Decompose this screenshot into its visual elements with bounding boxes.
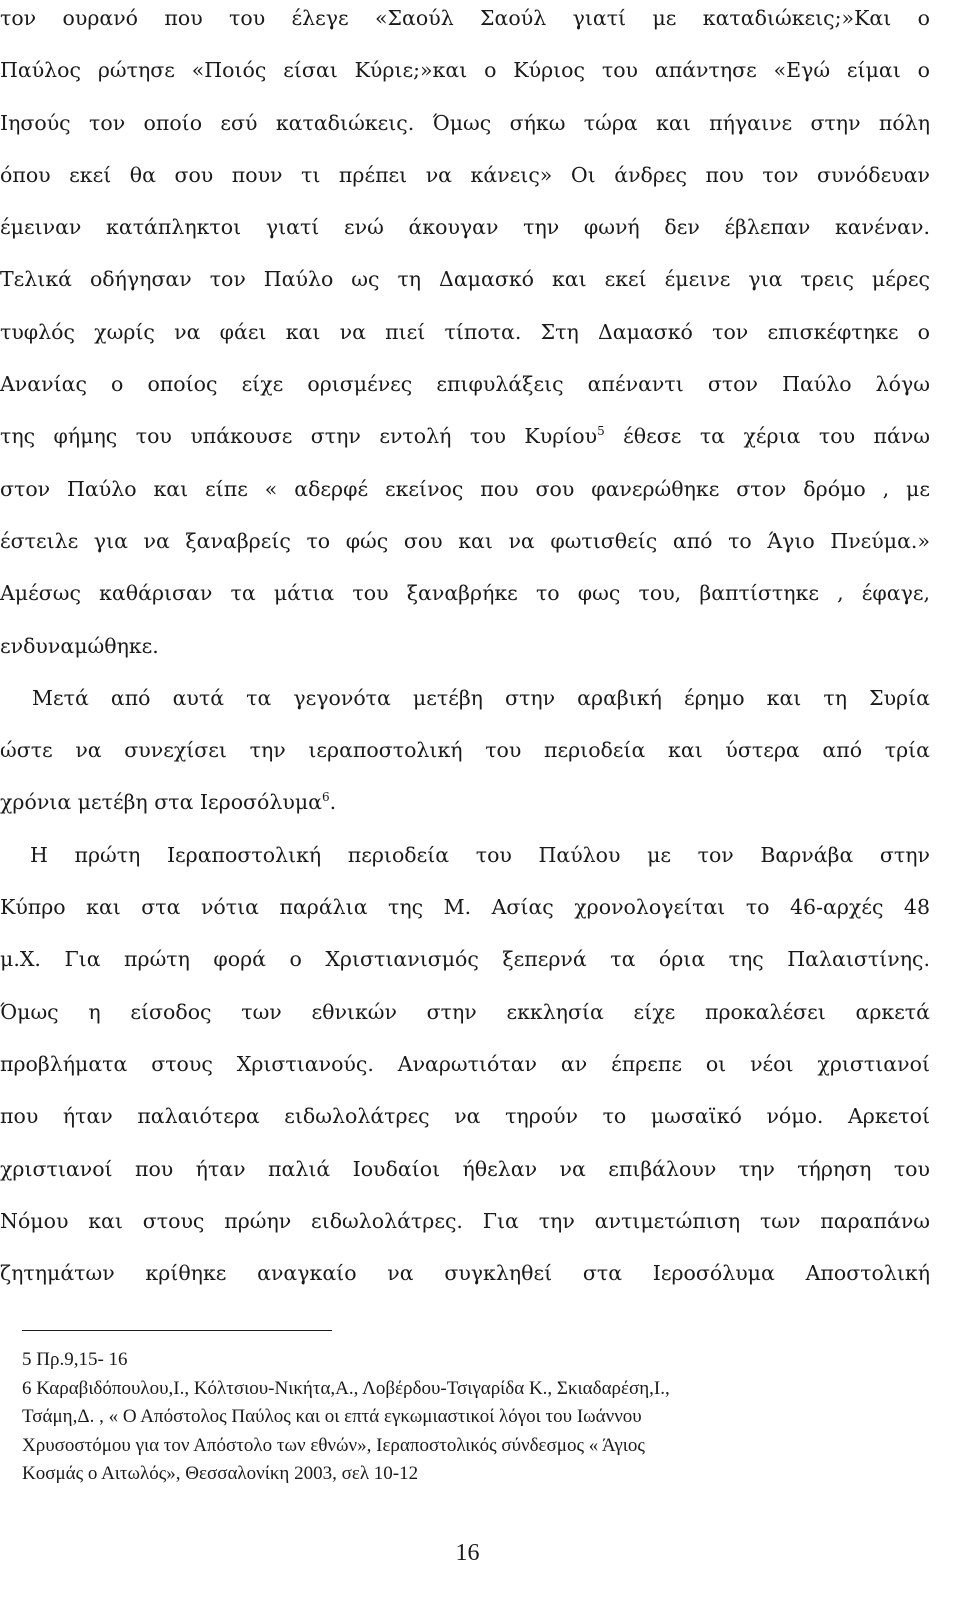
text-line: έμειναν κατάπληκτοι γιατί ενώ άκουγαν την φωνή δεν έβλεπαν κανέναν. — [0, 215, 930, 240]
text-line: Μετά από αυτά τα γεγονότα μετέβη στην αραβική έρημο και τη Συρία — [32, 685, 930, 710]
text-line: τυφλός χωρίς να φάει και να πιεί τίποτα. Στη Δαμασκό τον επισκέφτηκε ο — [0, 319, 930, 344]
text-line: Αμέσως καθάρισαν τα μάτια του ξαναβρήκε το φως του, βαπτίστηκε , έφαγε, — [0, 581, 930, 606]
footnote-ref-5: 5 — [597, 424, 605, 439]
footnotes — [22, 1346, 912, 1489]
text-line: όπου εκεί θα σου πουν τι πρέπει να κάνεις» Οι άνδρες που τον συνόδευαν — [0, 162, 930, 187]
text-line — [0, 410, 930, 462]
text-line: προβλήματα στους Χριστιανούς. Αναρωτιόταν αν έπρεπε οι νέοι χριστιανοί — [0, 1051, 930, 1076]
footnote-6-cont: Τσάμη,Δ. , « Ο Απόστολος Παύλος και οι επτά εγκωμιαστικοί λόγοι του Ιωάννου — [22, 1406, 642, 1428]
text-line: τον ουρανό που του έλεγε «Σαούλ Σαούλ γιατί με καταδιώκεις;»Και ο — [0, 6, 930, 30]
text-segment: έθεσε τα χέρια του πάνω — [604, 424, 930, 449]
text-line: ενδυναμώθηκε. — [0, 633, 159, 658]
text-line: χριστιανοί που ήταν παλιά Ιουδαίοι ήθελαν να επιβάλουν την τήρηση του — [0, 1156, 930, 1181]
text-line: Παύλος ρώτησε «Ποιός είσαι Κύριε;»και ο Κύριος του απάντησε «Εγώ είμαι ο — [0, 58, 930, 83]
footnote-6: 6 Καραβιδόπουλου,Ι., Κόλτσιου-Νικήτα,Α., Λοβέρδου-Τσιγαρίδα Κ., Σκιαδαρέση,Ι., — [22, 1377, 670, 1399]
text-line — [0, 776, 930, 828]
footnote-ref-6: 6 — [322, 790, 330, 805]
text-line: έστειλε για να ξαναβρείς το φώς σου και να φωτισθείς από το Άγιο Πνεύμα.» — [0, 528, 930, 553]
footnote-6-cont: Χρυσοστόμου για τον Απόστολο των εθνών», Ιεραποστολικός σύνδεσμος « Άγιος — [22, 1434, 645, 1456]
footnote-5: 5 Πρ.9,15- 16 — [22, 1349, 128, 1370]
text-segment: χρόνια μετέβη στα Ιεροσόλυμα — [0, 790, 322, 815]
text-line: Κύπρο και στα νότια παράλια της Μ. Ασίας χρονολογείται το 46-αρχές 48 — [0, 895, 930, 920]
text-line: Ανανίας ο οποίος είχε ορισμένες επιφυλάξεις απέναντι στον Παύλο λόγω — [0, 372, 930, 397]
text-line: ώστε να συνεχίσει την ιεραποστολική του περιοδεία και ύστερα από τρία — [0, 738, 930, 763]
text-line: που ήταν παλαιότερα ειδωλολάτρες να τηρούν το μωσαϊκό νόμο. Αρκετοί — [0, 1104, 930, 1129]
text-line: στον Παύλο και είπε « αδερφέ εκείνος που σου φανερώθηκε στον δρόμο , με — [0, 476, 930, 501]
footnote-6-cont: Κοσμάς ο Αιτωλός», Θεσσαλονίκη 2003, σελ 10-12 — [22, 1463, 419, 1485]
text-line: Ιησούς τον οποίο εσύ καταδιώκεις. Όμως σήκω τώρα και πήγαινε στην πόλη — [0, 110, 930, 135]
text-line: ζητημάτων κρίθηκε αναγκαίο να συγκληθεί στα Ιεροσόλυμα Αποστολική — [0, 1261, 930, 1286]
text-line: μ.Χ. Για πρώτη φορά ο Χριστιανισμός ξεπερνά τα όρια της Παλαιστίνης. — [0, 947, 930, 972]
text-line: Η πρώτη Ιεραποστολική περιοδεία του Παύλου με τον Βαρνάβα στην — [30, 842, 930, 867]
text-line: Όμως η είσοδος των εθνικών στην εκκλησία είχε προκαλέσει αρκετά — [0, 999, 930, 1024]
footnote-separator — [22, 1330, 332, 1331]
text-line: Νόμου και στους πρώην ειδωλολάτρες. Για την αντιμετώπιση των παραπάνω — [0, 1208, 930, 1233]
text-segment: της φήμης του υπάκουσε στην εντολή του Κυρίου — [0, 424, 598, 449]
text-segment: . — [329, 790, 337, 815]
page-number: 16 — [455, 1540, 480, 1566]
text-line: Τελικά οδήγησαν τον Παύλο ως τη Δαμασκό και εκεί έμεινε για τρεις μέρες — [0, 267, 930, 292]
